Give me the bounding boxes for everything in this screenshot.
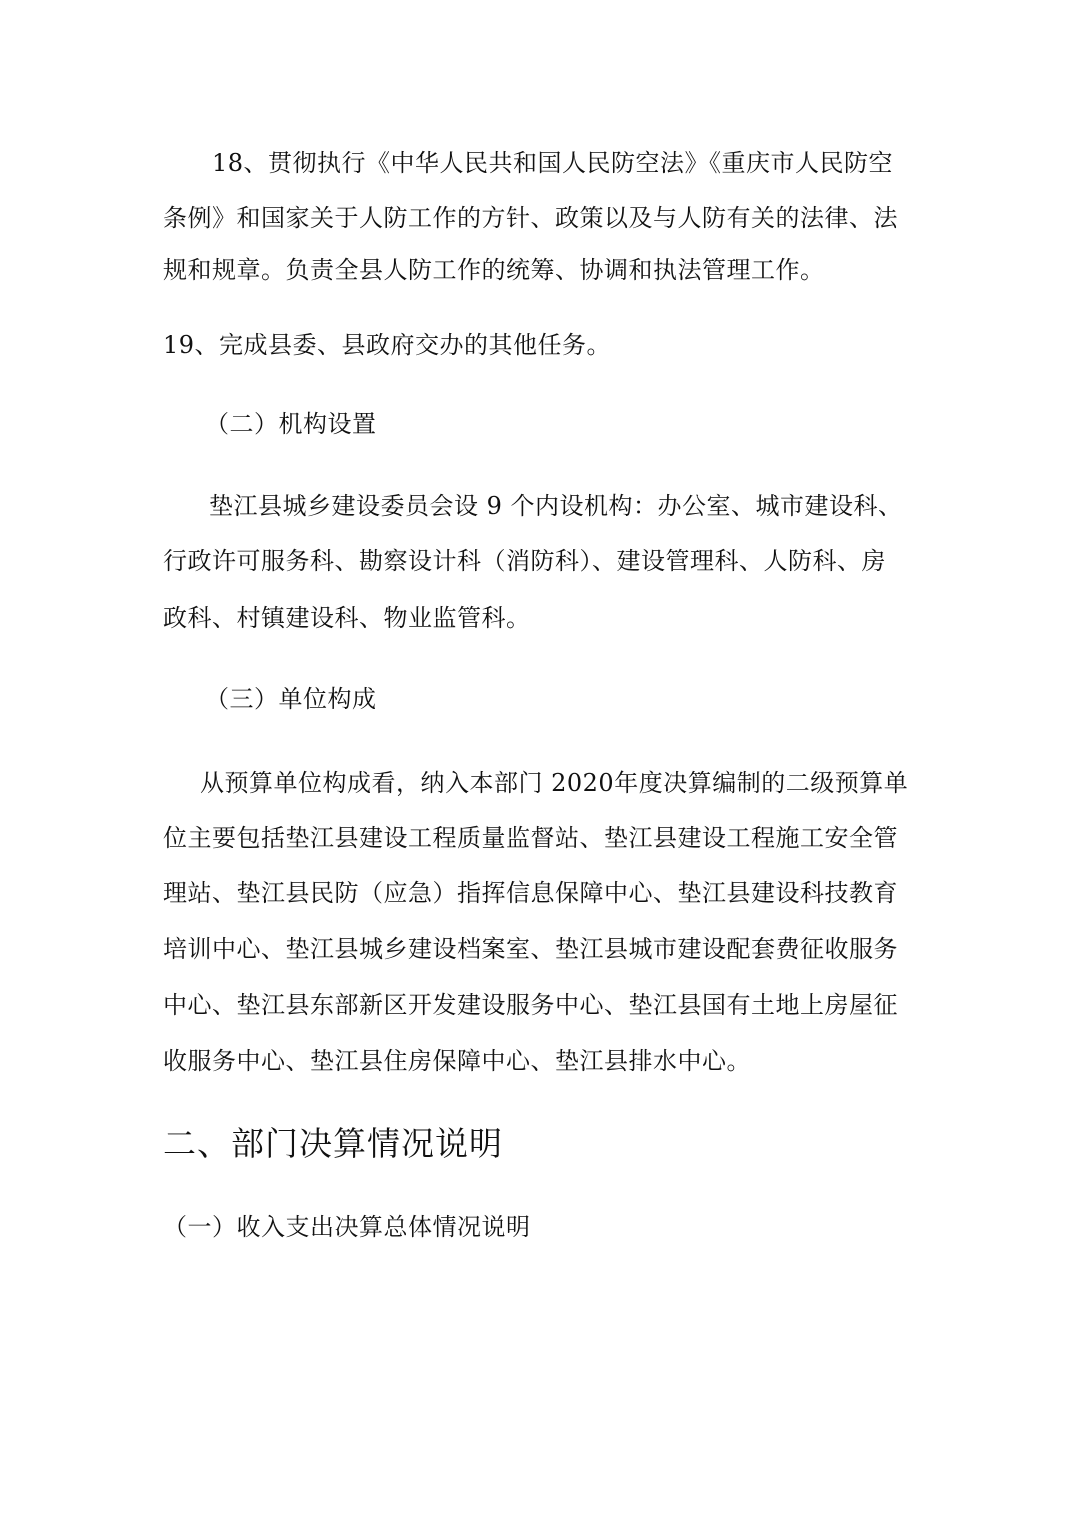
section2-body-line2: 行政许可服务科、勘察设计科（消防科）、建设管理科、人防科、房 <box>163 547 886 575</box>
section3-body-line1: 从预算单位构成看，纳入本部门 2020年度决算编制的二级预算单 <box>200 769 909 797</box>
chapter2-title: 二、部门决算情况说明 <box>163 1124 503 1163</box>
para18-line2: 条例》和国家关于人防工作的方针、政策以及与人防有关的法律、法 <box>163 204 898 232</box>
section2-body-line1: 垫江县城乡建设委员会设 9 个内设机构：办公室、城市建设科、 <box>209 492 903 520</box>
section3-body-line5: 中心、垫江县东部新区开发建设服务中心、垫江县国有土地上房屋征 <box>163 991 898 1019</box>
section2-body-line3: 政科、村镇建设科、物业监管科。 <box>163 604 531 632</box>
section2-title: （二）机构设置 <box>205 410 377 438</box>
section3-body-line2: 位主要包括垫江县建设工程质量监督站、垫江县建设工程施工安全管 <box>163 824 898 852</box>
section3-body-line6: 收服务中心、垫江县住房保障中心、垫江县排水中心。 <box>163 1047 751 1075</box>
para18-line3: 规和规章。负责全县人防工作的统筹、协调和执法管理工作。 <box>163 256 825 284</box>
para19: 19、完成县委、县政府交办的其他任务。 <box>163 331 612 359</box>
para18-line1: 18、贯彻执行《中华人民共和国人民防空法》《重庆市人民防空 <box>212 149 894 177</box>
section3-body-line4: 培训中心、垫江县城乡建设档案室、垫江县城市建设配套费征收服务 <box>163 935 898 963</box>
section3-body-line3: 理站、垫江县民防（应急）指挥信息保障中心、垫江县建设科技教育 <box>163 879 898 907</box>
chapter2-subheading-1: （一）收入支出决算总体情况说明 <box>163 1213 531 1241</box>
section3-title: （三）单位构成 <box>205 685 377 713</box>
